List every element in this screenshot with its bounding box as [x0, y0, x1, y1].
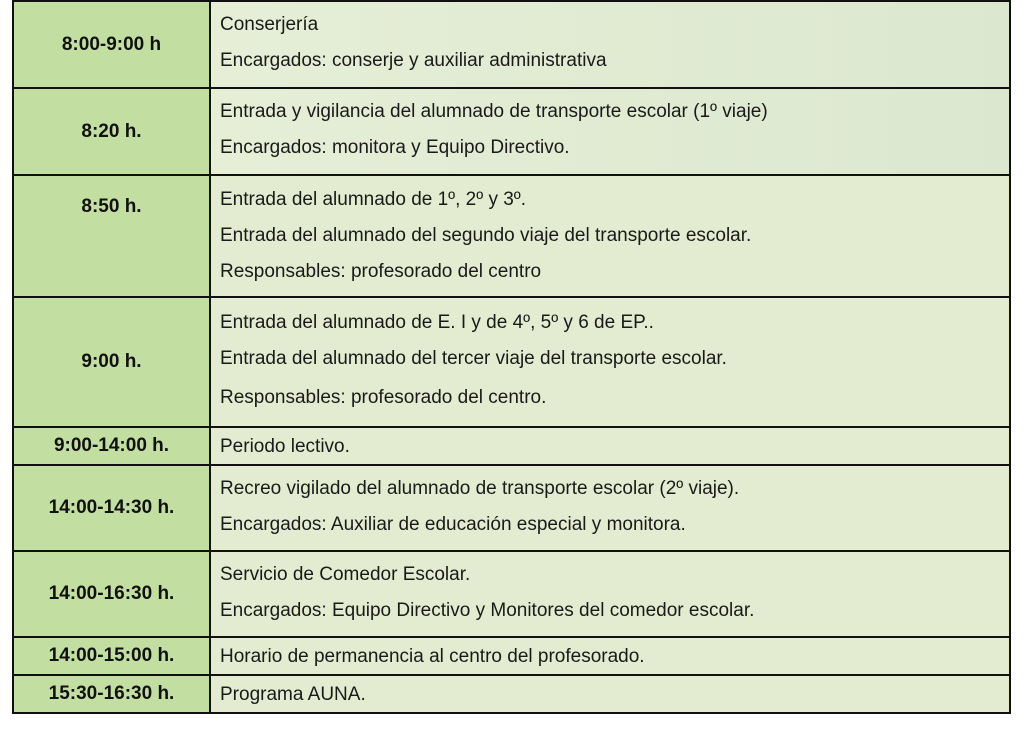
description-line: Entrada del alumnado de E. I y de 4º, 5º y 6 de EP..	[220, 312, 654, 333]
table-row	[13, 297, 1010, 427]
time-cell: 14:00-16:30 h.	[13, 551, 210, 637]
description-line: Encargados: conserje y auxiliar administrativa	[220, 50, 607, 71]
table-row	[13, 88, 1010, 175]
description-line: Recreo vigilado del alumnado de transporte escolar (2º viaje).	[220, 477, 740, 499]
table-row	[13, 637, 1010, 675]
description-cell	[210, 297, 1010, 427]
description-line: Entrada y vigilancia del alumnado de transporte escolar (1º viaje)	[220, 101, 768, 122]
table-row	[13, 1, 1010, 88]
description-line: Horario de permanencia al centro del profesorado.	[220, 645, 645, 667]
table-row	[13, 427, 1010, 465]
time-cell: 15:30-16:30 h.	[13, 675, 210, 713]
description-line: Encargados: Equipo Directivo y Monitores del comedor escolar.	[220, 599, 755, 621]
table-row	[13, 465, 1010, 551]
description-cell	[210, 175, 1010, 297]
description-line: Encargados: monitora y Equipo Directivo.	[220, 137, 570, 158]
time-cell: 14:00-14:30 h.	[13, 465, 210, 551]
time-cell: 8:50 h.	[13, 175, 210, 297]
description-cell	[210, 465, 1010, 551]
description-line: Encargados: Auxiliar de educación especial y monitora.	[220, 513, 686, 535]
description-line: Conserjería	[220, 14, 319, 35]
description-line: Entrada del alumnado de 1º, 2º y 3º.	[220, 189, 527, 210]
table-row	[13, 551, 1010, 637]
table-row	[13, 675, 1010, 713]
description-line: Periodo lectivo.	[220, 435, 350, 457]
description-cell	[210, 637, 1010, 675]
description-line: Responsables: profesorado del centro	[220, 261, 542, 282]
time-cell: 8:20 h.	[13, 88, 210, 175]
description-cell	[210, 1, 1010, 88]
schedule-table	[12, 0, 1011, 714]
description-cell	[210, 551, 1010, 637]
time-cell: 8:00-9:00 h	[13, 1, 210, 88]
table-row	[13, 175, 1010, 297]
time-cell: 14:00-15:00 h.	[13, 637, 210, 675]
time-cell: 9:00 h.	[13, 297, 210, 427]
description-cell	[210, 675, 1010, 713]
description-line: Responsables: profesorado del centro.	[220, 387, 547, 408]
description-cell	[210, 427, 1010, 465]
description-line: Entrada del alumnado del segundo viaje del transporte escolar.	[220, 225, 752, 246]
description-line: Entrada del alumnado del tercer viaje del transporte escolar.	[220, 348, 727, 369]
description-line: Servicio de Comedor Escolar.	[220, 563, 471, 585]
time-cell: 9:00-14:00 h.	[13, 427, 210, 465]
description-line: Programa AUNA.	[220, 683, 366, 705]
description-cell	[210, 88, 1010, 175]
